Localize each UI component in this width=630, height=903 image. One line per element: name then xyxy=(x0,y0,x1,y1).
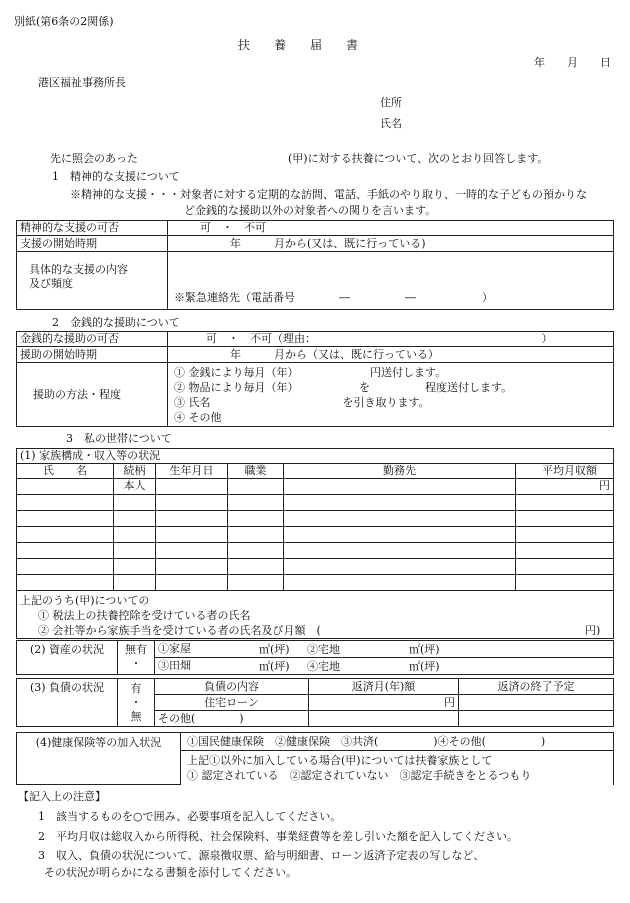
asset-land2-unit: ㎡(坪) xyxy=(409,660,440,673)
debt-table xyxy=(16,678,614,727)
mental-start-value[interactable]: 年 月から(又は、既に行っている) xyxy=(168,236,614,252)
debt-loan-yen[interactable]: 円 xyxy=(309,695,459,711)
note-3a: 3 収入、負債の状況について、源泉徴収票、給与明細書、ローン返済予定表の写しなど、 xyxy=(38,849,485,862)
among-label: 上記のうち(甲)についての xyxy=(20,593,150,607)
intro-right: (甲)に対する扶養について、次のとおり回答します。 xyxy=(288,152,549,165)
table-row[interactable] xyxy=(17,542,614,558)
addressee: 港区福祉事務所長 xyxy=(38,76,126,89)
col-occupation: 職業 xyxy=(228,463,284,478)
table-row[interactable] xyxy=(17,494,614,510)
table-row[interactable] xyxy=(17,510,614,526)
financial-possible-value[interactable]: 可 ・ 不可（理由： ） xyxy=(168,332,614,347)
assets-table xyxy=(16,640,614,675)
assets-row-1[interactable] xyxy=(155,641,614,658)
col-birthdate: 生年月日 xyxy=(156,463,228,478)
debt-other[interactable]: その他( ) xyxy=(155,711,309,727)
mental-detail-field[interactable] xyxy=(168,252,614,310)
table-row[interactable] xyxy=(17,574,614,590)
debt-loan: 住宅ローン xyxy=(155,695,309,711)
assets-label: (2) 資産の状況 xyxy=(17,641,118,675)
asset-land2: ④宅地 xyxy=(307,660,340,673)
asset-field: ③田畑 xyxy=(158,659,191,673)
section3-heading: 3 私の世帯について xyxy=(66,432,172,445)
table-row[interactable] xyxy=(17,526,614,542)
asset-land1-unit: ㎡(坪) xyxy=(409,643,440,656)
debt-has[interactable] xyxy=(118,679,155,727)
insurance-line3[interactable]: ① 認定されている ②認定されていない ③認定手続きをとるつもり xyxy=(187,768,532,782)
allowance-text: ② 会社等から家族手当を受けている者の氏名及び月額 ( xyxy=(38,623,321,637)
table-row[interactable] xyxy=(17,558,614,574)
debt-label: (3) 負債の状況 xyxy=(17,679,118,727)
financial-start-value[interactable]: 年 月から（又は、既に行っている） xyxy=(168,347,614,363)
insurance-table xyxy=(16,732,614,785)
mental-possible-label: 精神的な支援の可否 xyxy=(17,221,168,236)
method-option-4[interactable]: ④ その他 xyxy=(174,410,222,424)
mental-start-label: 支援の開始時期 xyxy=(17,236,168,252)
financial-support-table xyxy=(16,331,614,427)
assets-has-2: ・ xyxy=(130,657,142,670)
mental-detail-label-2: 及び頻度 xyxy=(29,276,73,290)
assets-row-2[interactable] xyxy=(155,658,614,675)
mental-possible-value[interactable]: 可 ・ 不可 xyxy=(168,221,614,236)
gamma-info-cell xyxy=(17,590,614,638)
asset-field-unit: ㎡(坪) xyxy=(259,660,290,673)
financial-possible-label: 金銭的な援助の可否 xyxy=(17,332,168,347)
family-allowance-line[interactable] xyxy=(20,623,610,638)
emergency-contact[interactable]: ※緊急連絡先（電話番号 ― ― ） xyxy=(174,291,493,305)
section1-note-line1: ※精神的な支援・・・対象者に対する定期的な訪問、電話、手紙のやり取り、一時的な子どもの預かりな xyxy=(70,188,587,201)
asset-house-unit: ㎡(坪) xyxy=(259,643,290,656)
debt-has-2: ・ xyxy=(130,695,142,709)
self-relation: 本人 xyxy=(114,478,156,494)
method-option-2[interactable]: ② 物品により毎月（年） を 程度送付します。 xyxy=(174,380,513,394)
address-label: 住所 xyxy=(380,96,402,109)
debt-col-monthly: 返済月(年)額 xyxy=(309,679,459,695)
asset-land1: ②宅地 xyxy=(307,643,340,656)
insurance-label: (4)健康保険等の加入状況 xyxy=(17,733,181,785)
section1-note-line2: ど金銭的な援助以外の対象者への関りを言います。 xyxy=(184,204,437,217)
method-option-3[interactable]: ③ 氏名 を引き取ります。 xyxy=(174,395,430,409)
insurance-dependent[interactable] xyxy=(181,751,614,785)
note-3b: その状況が明らかになる書類を添付してください。 xyxy=(44,866,297,879)
debt-has-1: 有 xyxy=(130,681,142,695)
mental-support-table xyxy=(16,220,614,310)
intro-left: 先に照会のあった xyxy=(50,152,138,165)
col-relation: 続柄 xyxy=(114,463,156,478)
financial-method-field[interactable] xyxy=(168,363,614,427)
debt-loan-end[interactable] xyxy=(459,695,614,711)
asset-house: ①家屋 xyxy=(158,642,191,656)
financial-method-label: 援助の方法・程度 xyxy=(17,363,168,427)
assets-has[interactable] xyxy=(118,641,155,675)
mental-detail-label xyxy=(17,252,168,310)
note-2: 2 平均月収は総収入から所得税、社会保険料、事業経費等を差し引いた額を記入してください。 xyxy=(38,830,518,843)
debt-other-monthly[interactable] xyxy=(309,711,459,727)
family-table xyxy=(16,448,614,639)
tax-deduction-line[interactable]: ① 税法上の扶養控除を受けている者の氏名 xyxy=(38,608,251,622)
note-1: 1 該当するものを○で囲み、必要事項を記入してください。 xyxy=(38,810,342,823)
method-option-1[interactable]: ① 金銭により毎月（年） 円送付します。 xyxy=(174,365,447,379)
col-income: 平均月収額 xyxy=(516,463,614,478)
assets-has-1: 無有 xyxy=(125,643,147,656)
date-field[interactable]: 年 月 日 xyxy=(534,56,611,69)
table-row[interactable] xyxy=(17,478,614,494)
debt-has-3: 無 xyxy=(130,709,142,723)
financial-start-label: 援助の開始時期 xyxy=(17,347,168,363)
debt-other-end[interactable] xyxy=(459,711,614,727)
section1-heading: 1 精神的な支援について xyxy=(52,170,180,183)
mental-detail-label-1: 具体的な支援の内容 xyxy=(29,262,128,276)
debt-col-content: 負債の内容 xyxy=(155,679,309,695)
col-name: 氏 名 xyxy=(17,463,114,478)
insurance-options[interactable]: ①国民健康保険 ②健康保険 ③共済( )④その他( ) xyxy=(181,733,614,751)
section2-heading: 2 金銭的な援助について xyxy=(52,316,180,329)
form-reference: 別紙(第6条の2関係) xyxy=(14,15,114,28)
family-heading: (1) 家族構成・収入等の状況 xyxy=(17,449,614,464)
debt-col-end: 返済の終了予定 xyxy=(459,679,614,695)
col-workplace: 勤務先 xyxy=(284,463,516,478)
notes-heading: 【記入上の注意】 xyxy=(18,790,106,803)
name-label: 氏名 xyxy=(380,117,402,130)
page-title: 扶 養 届 書 xyxy=(238,38,359,52)
insurance-line2: 上記①以外に加入している場合(甲)については扶養家族として xyxy=(187,753,493,767)
income-yen: 円 xyxy=(516,478,614,494)
allowance-close: 円) xyxy=(585,623,601,637)
